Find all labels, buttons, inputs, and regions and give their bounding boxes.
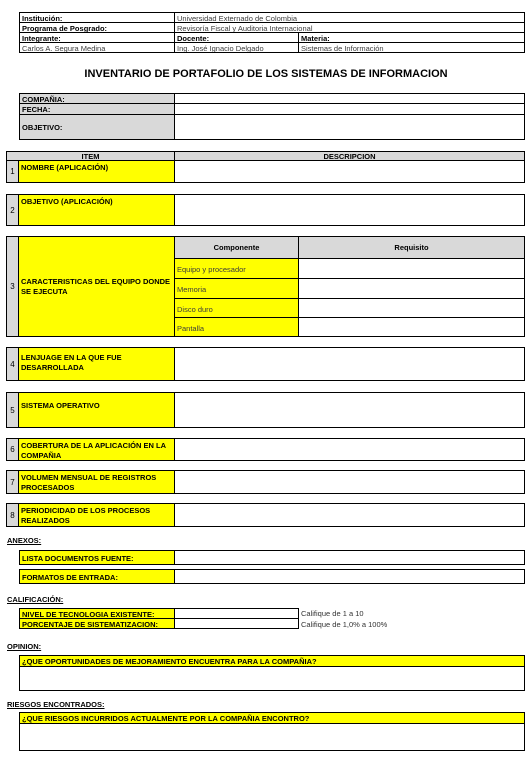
input-formats-label: FORMATOS DE ENTRADA:	[19, 569, 175, 584]
rating-title: CALIFICACIÓN:	[7, 595, 64, 604]
row-label-6: COBERTURA DE LA APLICACIÓN EN LA COMPAÑIA	[18, 438, 175, 461]
date-label: FECHA:	[19, 103, 175, 115]
program-label: Programa de Posgrado:	[19, 22, 175, 33]
input-formats-field[interactable]	[174, 569, 525, 584]
program-value: Revisoría Fiscal y Auditoria Internacional	[174, 22, 525, 33]
component-cpu: Equipo y procesador	[174, 258, 299, 279]
row-field-6[interactable]	[174, 438, 525, 461]
systematization-label: PORCENTAJE DE SISTEMATIZACION:	[19, 618, 175, 629]
row-field-2[interactable]	[174, 194, 525, 226]
row-label-2: OBJETIVO (APLICACIÓN)	[18, 194, 175, 226]
row-number-5: 5	[6, 392, 19, 428]
member-value: Carlos A. Segura Medina	[19, 42, 175, 53]
risks-title: RIESGOS ENCONTRADOS:	[7, 700, 105, 709]
row-field-7[interactable]	[174, 470, 525, 494]
row-field-8[interactable]	[174, 503, 525, 527]
component-screen: Pantalla	[174, 317, 299, 337]
row-label-5: SISTEMA OPERATIVO	[18, 392, 175, 428]
description-header: DESCRIPCION	[174, 151, 525, 161]
opinion-question: ¿QUE OPORTUNIDADES DE MEJORAMIENTO ENCUENTRA PARA LA COMPAÑIA?	[19, 655, 525, 667]
component-memory: Memoria	[174, 278, 299, 299]
company-label: COMPAÑIA:	[19, 93, 175, 104]
row-field-4[interactable]	[174, 347, 525, 381]
objective-label: OBJETIVO:	[19, 114, 175, 140]
objective-field[interactable]	[174, 114, 525, 140]
systematization-field[interactable]	[174, 618, 299, 629]
tech-level-hint: Califique de 1 a 10	[301, 609, 364, 618]
row-number-6: 6	[6, 438, 19, 461]
institution-value: Universidad Externado de Colombia	[174, 12, 525, 23]
component-disk: Disco duro	[174, 298, 299, 318]
opinion-title: OPINION:	[7, 642, 42, 651]
row-number-8: 8	[6, 503, 19, 527]
tech-level-label: NIVEL DE TECNOLOGIA EXISTENTE:	[19, 608, 175, 619]
requirement-disk-field[interactable]	[298, 298, 525, 318]
opinion-field[interactable]	[19, 666, 525, 691]
row-label-4: LENJUAGE EN LA QUE FUE DESARROLLADA	[18, 347, 175, 381]
row-label-1: NOMBRE (APLICACIÓN)	[18, 160, 175, 183]
item-header: ITEM	[6, 151, 175, 161]
row-field-5[interactable]	[174, 392, 525, 428]
teacher-value: Ing. José Ignacio Delgado	[174, 42, 299, 53]
row-number-7: 7	[6, 470, 19, 494]
teacher-label: Docente:	[174, 32, 299, 43]
systematization-hint: Califique de 1,0% a 100%	[301, 620, 388, 629]
subject-label: Materia:	[298, 32, 525, 43]
row-number-2: 2	[6, 194, 19, 226]
requirement-header: Requisito	[298, 236, 525, 259]
annexes-title: ANEXOS:	[7, 536, 42, 545]
row-label-3	[18, 236, 175, 337]
row-label-7: VOLUMEN MENSUAL DE REGISTROS PROCESADOS	[18, 470, 175, 494]
row-field-1[interactable]	[174, 160, 525, 183]
risks-question: ¿QUE RIESGOS INCURRIDOS ACTUALMENTE POR LA COMPAÑIA ENCONTRO?	[19, 712, 525, 724]
institution-label: Institución:	[19, 12, 175, 23]
component-header: Componente	[174, 236, 299, 259]
row-number-1: 1	[6, 160, 19, 183]
source-docs-label: LISTA DOCUMENTOS FUENTE:	[19, 550, 175, 565]
requirement-cpu-field[interactable]	[298, 258, 525, 279]
page-title: INVENTARIO DE PORTAFOLIO DE LOS SISTEMAS DE INFORMACION	[84, 68, 448, 80]
requirement-screen-field[interactable]	[298, 317, 525, 337]
requirement-memory-field[interactable]	[298, 278, 525, 299]
row-label-8: PERIODICIDAD DE LOS PROCESOS REALIZADOS	[18, 503, 175, 527]
subject-value: Sistemas de Información	[298, 42, 525, 53]
row-label-3-text: CARACTERISTICAS DEL EQUIPO DONDE SE EJECUTA	[21, 276, 171, 296]
member-label: Integrante:	[19, 32, 175, 43]
row-number-3: 3	[6, 236, 19, 337]
row-number-4: 4	[6, 347, 19, 381]
source-docs-field[interactable]	[174, 550, 525, 565]
risks-field[interactable]	[19, 723, 525, 751]
